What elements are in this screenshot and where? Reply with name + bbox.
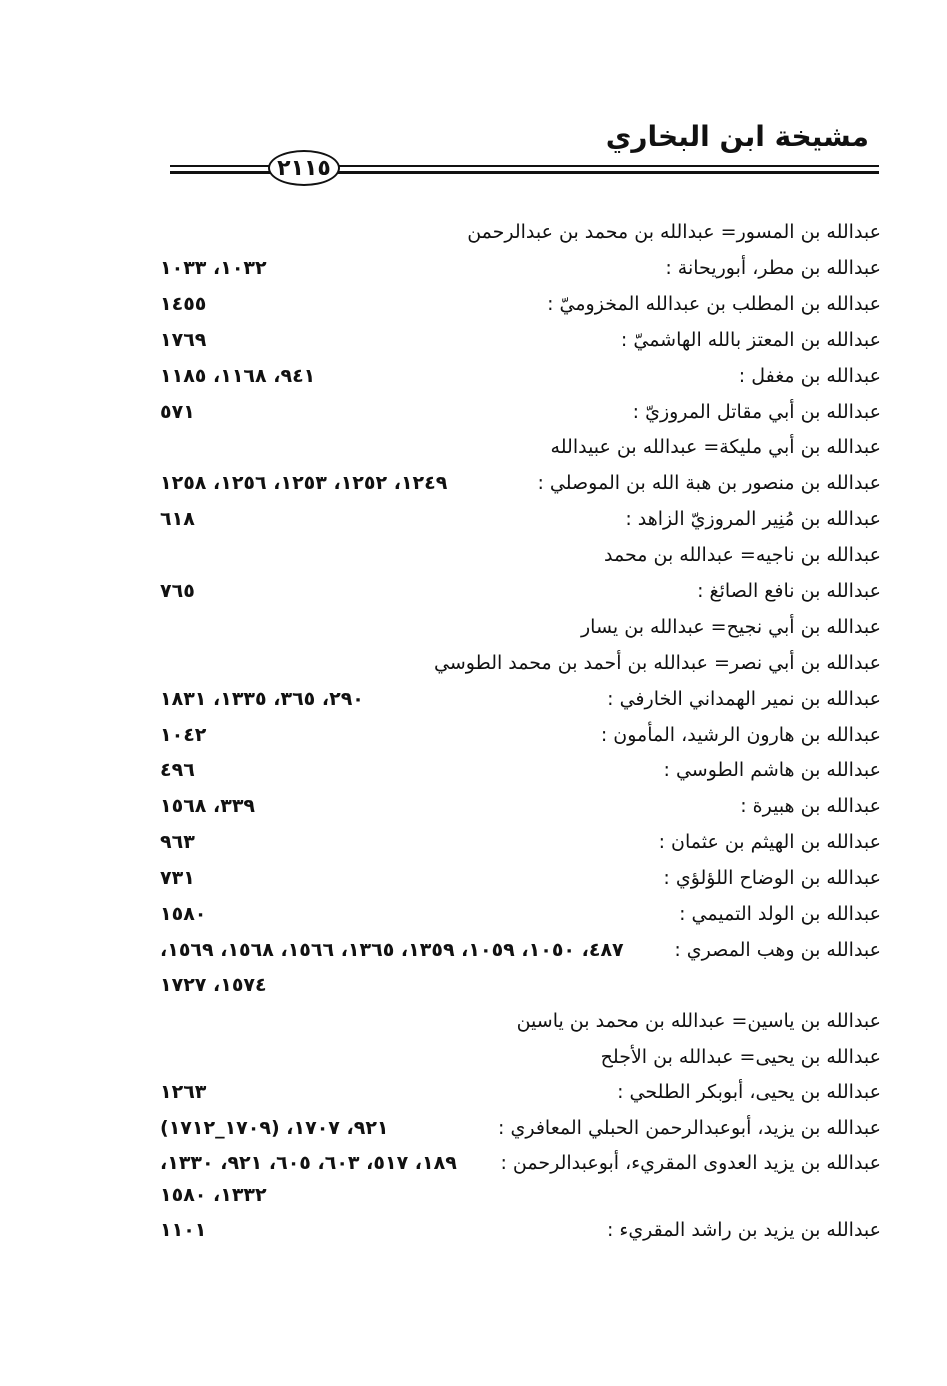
entry-name: عبدالله بن يحيى، أبوبكر الطلحي :: [617, 1081, 881, 1103]
list-item: [160, 1213, 881, 1247]
entry-refs: ١٣٣٢، ١٥٨٠: [160, 1184, 267, 1206]
entry-refs: ٧٣١: [160, 867, 195, 889]
entry-refs: ٩٦٣: [160, 831, 195, 853]
list-item: [160, 538, 881, 572]
list-item: [160, 215, 881, 249]
entry-name: عبدالله بن يزيد بن راشد المقريء :: [606, 1219, 881, 1241]
entry-name: عبدالله بن أبي مليكة= عبدالله بن عبيدالله: [550, 436, 881, 458]
list-item: [160, 968, 881, 1002]
entry-name: عبدالله بن المطلب بن عبدالله المخزوميّ :: [547, 293, 881, 315]
entry-name: عبدالله بن يحيى= عبدالله بن الأجلح: [600, 1046, 881, 1068]
entry-name: عبدالله بن ناجيه= عبدالله بن محمد: [604, 544, 881, 566]
list-item: [160, 1111, 881, 1145]
list-item: [160, 395, 881, 429]
list-item: [160, 323, 881, 357]
entry-refs: ٩٢١، ١٧٠٧، (١٧٠٩_١٧١٢): [160, 1117, 389, 1139]
list-item: [160, 502, 881, 536]
entry-name: عبدالله بن مغفل :: [738, 365, 881, 387]
entry-name: عبدالله بن الهيثم بن عثمان :: [658, 831, 881, 853]
entry-name: عبدالله بن الوضاح اللؤلؤي :: [663, 867, 881, 889]
entry-refs: ٣٣٩، ١٥٦٨: [160, 795, 256, 817]
entry-refs: ٥٧١: [160, 401, 195, 423]
list-item: [160, 753, 881, 787]
entry-name: عبدالله بن ياسين= عبدالله بن محمد بن ياسين: [516, 1010, 881, 1032]
list-item: [160, 682, 881, 716]
entry-name: عبدالله بن المسور= عبدالله بن محمد بن عبدالرحمن: [467, 221, 881, 243]
list-item: [160, 897, 881, 931]
entry-refs: ١٢٤٩، ١٢٥٢، ١٢٥٣، ١٢٥٦، ١٢٥٨: [160, 472, 448, 494]
list-item: [160, 1075, 881, 1109]
entry-refs: ١٠٤٢: [160, 724, 207, 746]
entry-refs: ١٥٧٤، ١٧٢٧: [160, 974, 267, 996]
entry-refs: ١٧٦٩: [160, 329, 207, 351]
list-item: [160, 646, 881, 680]
list-item: [160, 574, 881, 608]
list-item: [160, 933, 881, 967]
entry-refs: ٧٦٥: [160, 580, 195, 602]
list-item: [160, 251, 881, 285]
entry-refs: ١٥٨٠: [160, 903, 207, 925]
entry-name: عبدالله بن هبيرة :: [740, 795, 881, 817]
list-item: [160, 1146, 881, 1180]
entry-refs: ٦١٨: [160, 508, 195, 530]
entry-name: عبدالله بن مُنِير المروزيّ الزاهد :: [625, 508, 881, 530]
entry-name: عبدالله بن أبي نجيح= عبدالله بن يسار: [581, 616, 881, 638]
entry-refs: ١١٠١: [160, 1219, 207, 1241]
entry-name: عبدالله بن هاشم الطوسي :: [663, 759, 881, 781]
list-item: [160, 718, 881, 752]
entry-name: عبدالله بن نافع الصائغ :: [697, 580, 881, 602]
list-item: [160, 861, 881, 895]
entry-name: عبدالله بن منصور بن هبة الله بن الموصلي :: [537, 472, 881, 494]
entry-name: عبدالله بن هارون الرشيد، المأمون :: [600, 724, 881, 746]
book-title: مشيخة ابن البخاري: [605, 120, 869, 153]
list-item: [160, 430, 881, 464]
list-item: [160, 359, 881, 393]
entry-refs: ١٢٦٣: [160, 1081, 207, 1103]
list-item: [160, 1040, 881, 1074]
entry-name: عبدالله بن أبي نصر= عبدالله بن أحمد بن محمد الطوسي: [434, 652, 881, 674]
list-item: [160, 1178, 881, 1212]
entry-name: عبدالله بن يزيد، أبوعبدالرحمن الحبلي المعافري :: [498, 1117, 881, 1139]
page-number: ٢١١٥: [268, 150, 340, 186]
entry-refs: ٤٩٦: [160, 759, 195, 781]
entry-refs: ١٤٥٥: [160, 293, 207, 315]
list-item: [160, 1004, 881, 1038]
list-item: [160, 287, 881, 321]
list-item: [160, 825, 881, 859]
entry-name: عبدالله بن المعتز بالله الهاشميّ :: [620, 329, 881, 351]
entry-refs: ١٠٣٢، ١٠٣٣: [160, 257, 267, 279]
list-item: [160, 466, 881, 500]
entry-refs: ١٨٩، ٥١٧، ٦٠٣، ٦٠٥، ٩٢١، ١٣٣٠،: [160, 1152, 457, 1174]
entry-name: عبدالله بن الولد التميمي :: [679, 903, 881, 925]
entry-name: عبدالله بن أبي مقاتل المروزيّ :: [632, 401, 881, 423]
entry-refs: ٩٤١، ١١٦٨، ١١٨٥: [160, 365, 316, 387]
entry-name: عبدالله بن نمير الهمداني الخارفي :: [607, 688, 881, 710]
list-item: [160, 610, 881, 644]
entry-refs: ٤٨٧، ١٠٥٠، ١٠٥٩، ١٣٥٩، ١٣٦٥، ١٥٦٦، ١٥٦٨، ١٥٦٩،: [160, 939, 624, 961]
entry-name: عبدالله بن يزيد العدوى المقريء، أبوعبدالرحمن :: [500, 1152, 881, 1174]
list-item: [160, 789, 881, 823]
entry-name: عبدالله بن وهب المصري :: [674, 939, 881, 961]
entry-refs: ٢٩٠، ٣٦٥، ١٣٣٥، ١٨٣١: [160, 688, 364, 710]
entry-name: عبدالله بن مطر، أبوريحانة :: [665, 257, 881, 279]
